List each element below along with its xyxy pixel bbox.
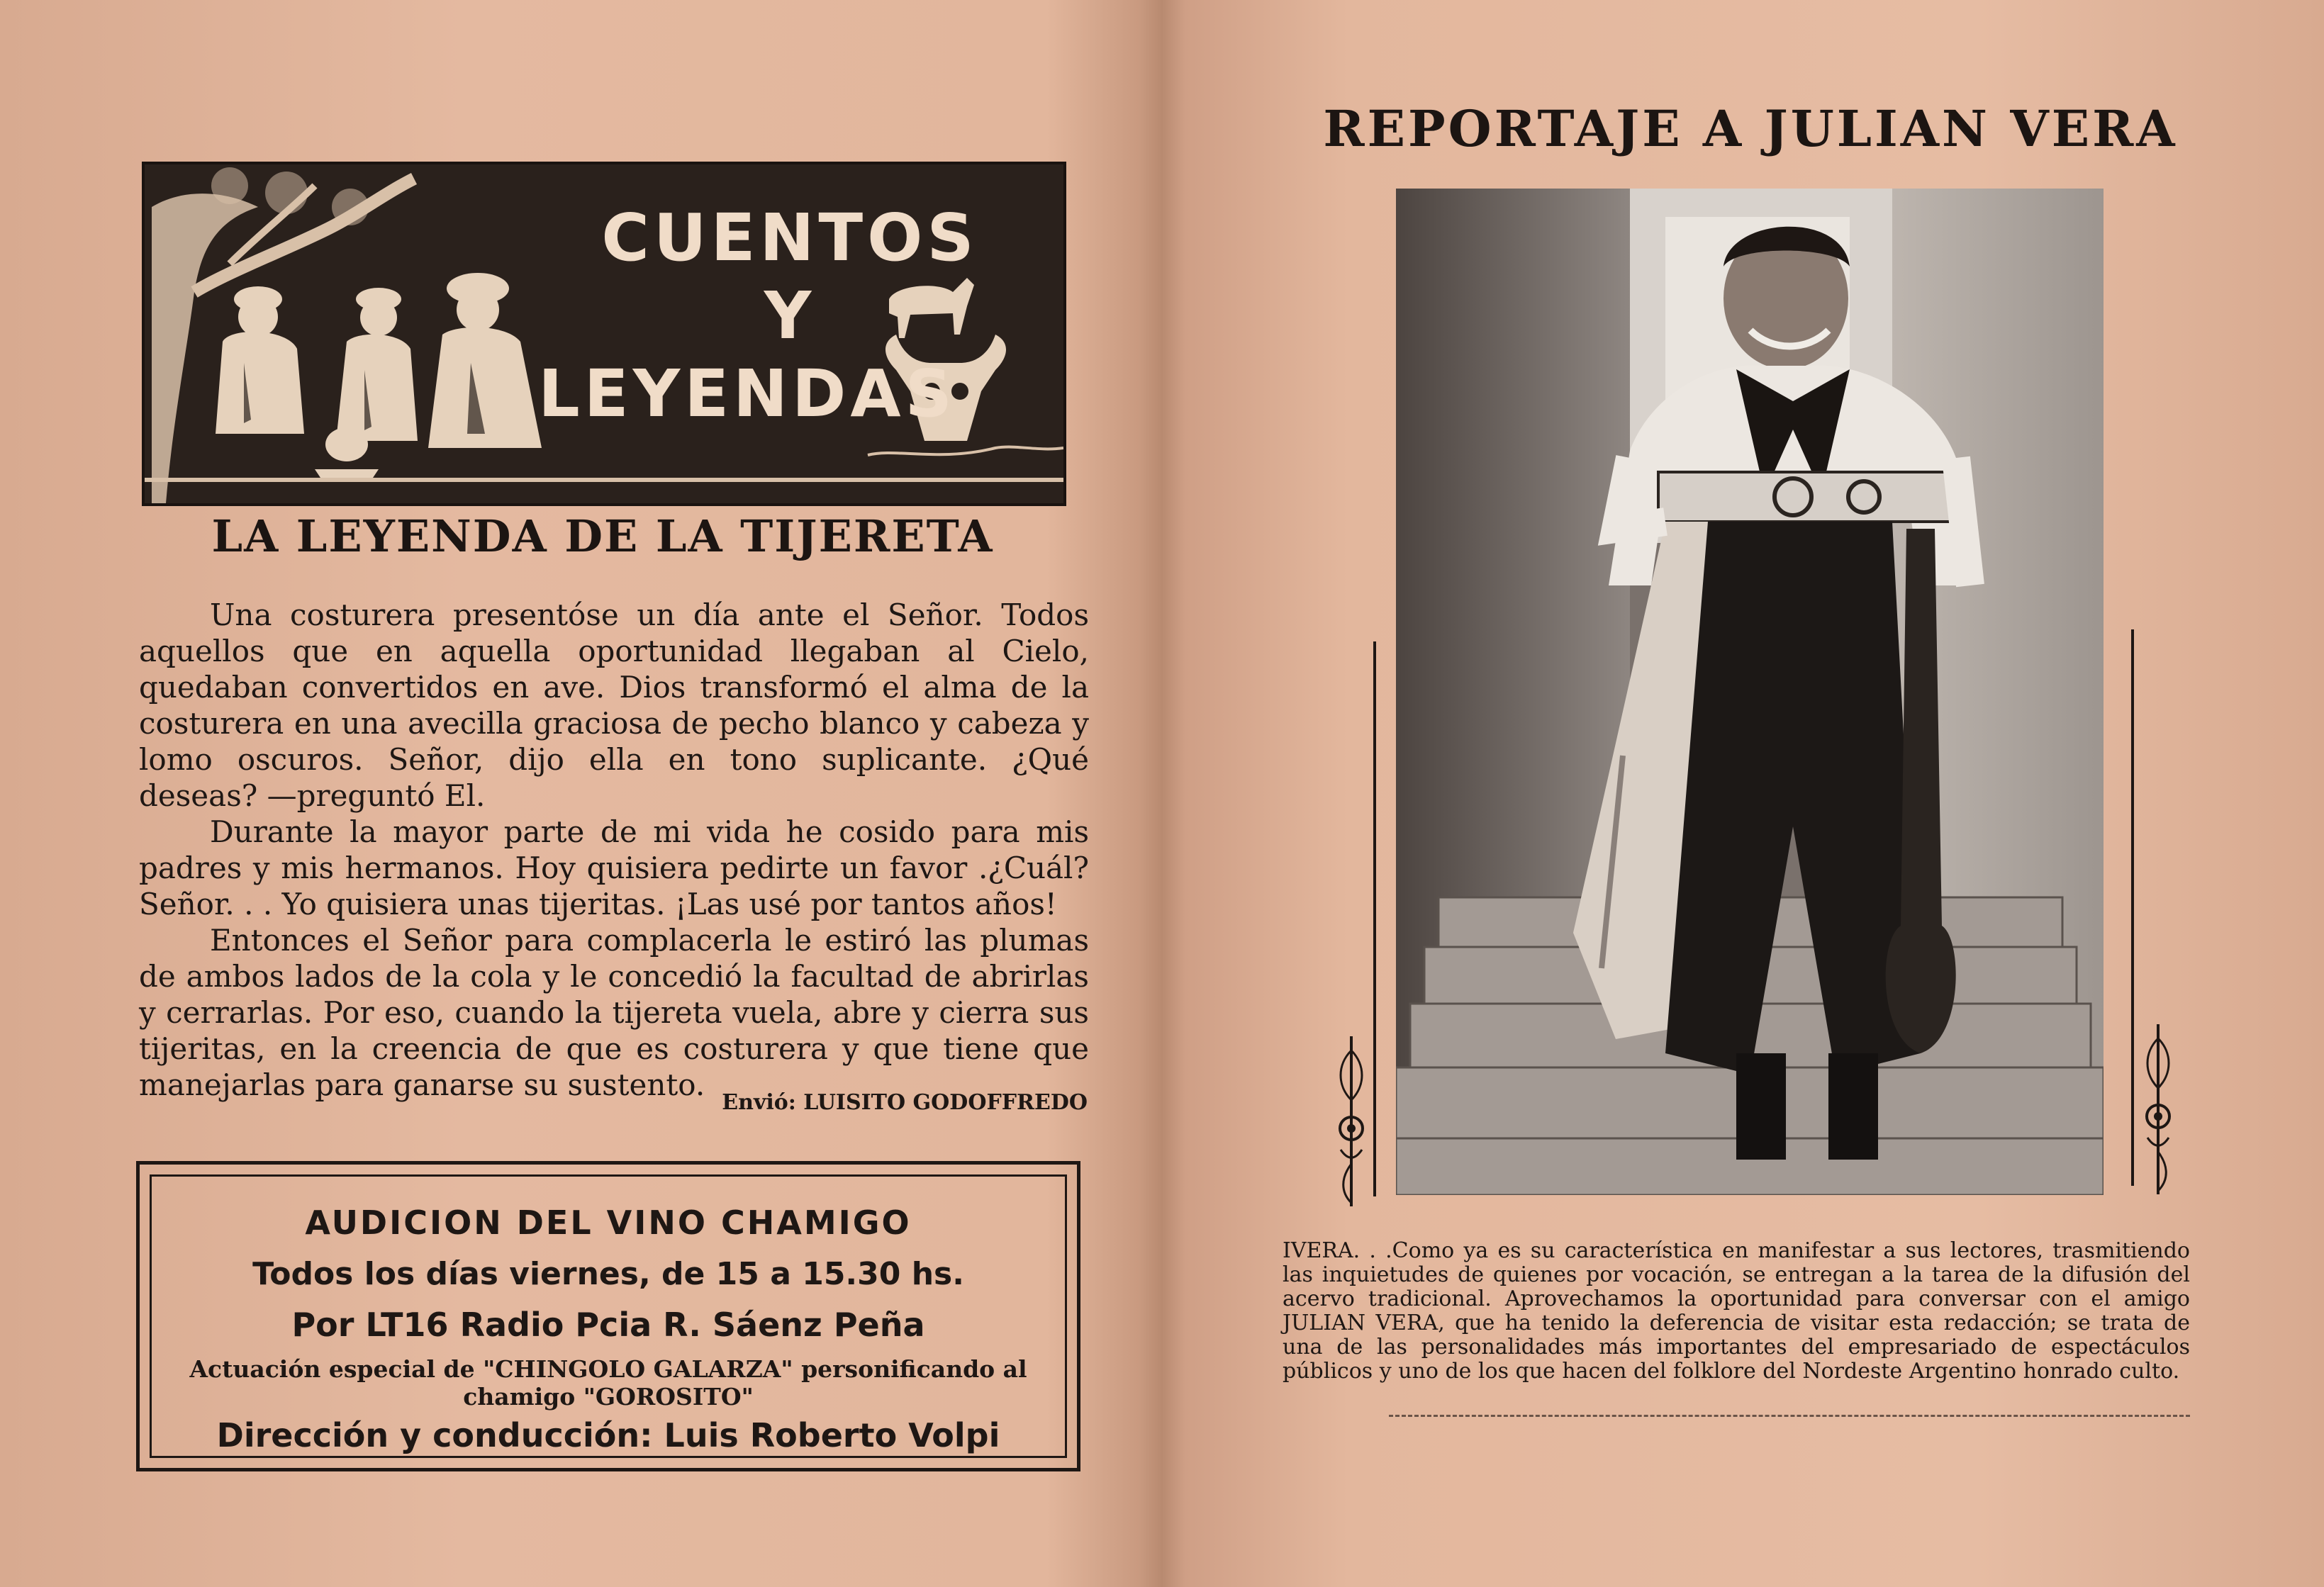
banner-title-leyendas: LEYENDAS	[538, 356, 956, 432]
ad-schedule: Todos los días viernes, de 15 a 15.30 hs.	[252, 1256, 964, 1292]
left-vertical-rule	[1373, 641, 1376, 1196]
story-title: LA LEYENDA DE LA TIJERETA	[211, 510, 994, 562]
story-paragraph-2: Durante la mayor parte de mi vida he cosido para mis padres y mis hermanos. Hoy quisiera pedirte un favor .¿Cuál? Señor. . . Yo quisiera unas tijeritas. ¡Las usé por tantos años!	[139, 814, 1089, 921]
ad-heading: AUDICION DEL VINO CHAMIGO	[305, 1204, 912, 1242]
story-paragraph-3: Entonces el Señor para complacerla le estiró las plumas de ambos lados de la cola y le concedió la facultad de abrirlas y cerrarlas. Por eso, cuando la tijereta vuela, abre y cierra sus tijeritas, en la creencia de que es costurera y que tiene que manejarlas para ganarse su sustento.	[139, 923, 1089, 1102]
ad-station: Por LT16 Radio Pcia R. Sáenz Peña	[291, 1306, 925, 1344]
ad-special-performance: Actuación especial de "CHINGOLO GALARZA" personificando al chamigo "GOROSITO"	[189, 1355, 1027, 1411]
story-credit: Envió: LUISITO GODOFFREDO	[722, 1090, 1088, 1115]
banner-title-y: Y	[764, 278, 816, 354]
caption-text: IVERA. . .Como ya es su característica en manifestar a sus lectores, trasmitiendo las inquietudes de quienes por vocación, se entregan a la tarea de la difusión del acervo tradicional. Aprovechamos la oportunidad para conversar con el amigo JULIAN VERA, que ha tenido la deferencia de visitar esta redacción; se trata de una de las personalidades más importantes del empresariado de espectáculos públicos y uno de los que hacen del folklore del Nordeste Argentino honrado culto.	[1283, 1238, 2190, 1384]
story-body	[139, 597, 1089, 1103]
photo-illustration	[1396, 189, 2104, 1195]
left-floral-ornament	[1334, 1036, 1369, 1206]
banner-title-cuentos: CUENTOS	[601, 200, 978, 276]
right-page	[1162, 0, 2324, 1587]
story-paragraph-1: Una costurera presentóse un día ante el Señor. Todos aquellos que en aquella oportunidad llegaban al Cielo, quedaban convertidos en ave. Dios transformó el alma de la costurera en una avecilla graciosa de pecho blanco y cabeza y lomo oscuros. Señor, dijo ella en tono suplicante. ¿Qué deseas? —preguntó El.	[139, 598, 1089, 813]
radio-ad-box	[136, 1161, 1080, 1471]
right-floral-ornament	[2140, 1024, 2176, 1194]
julian-vera-photo	[1396, 189, 2104, 1195]
report-caption	[1283, 1239, 2190, 1384]
ad-director: Dirección y conducción: Luis Roberto Volpi	[216, 1416, 1000, 1454]
cuentos-y-leyendas-banner	[142, 162, 1066, 506]
caption-dotted-rule	[1389, 1415, 2190, 1417]
radio-ad-inner-frame	[150, 1174, 1067, 1458]
report-title: REPORTAJE A JULIAN VERA	[1323, 99, 2178, 158]
right-vertical-rule	[2131, 629, 2134, 1186]
